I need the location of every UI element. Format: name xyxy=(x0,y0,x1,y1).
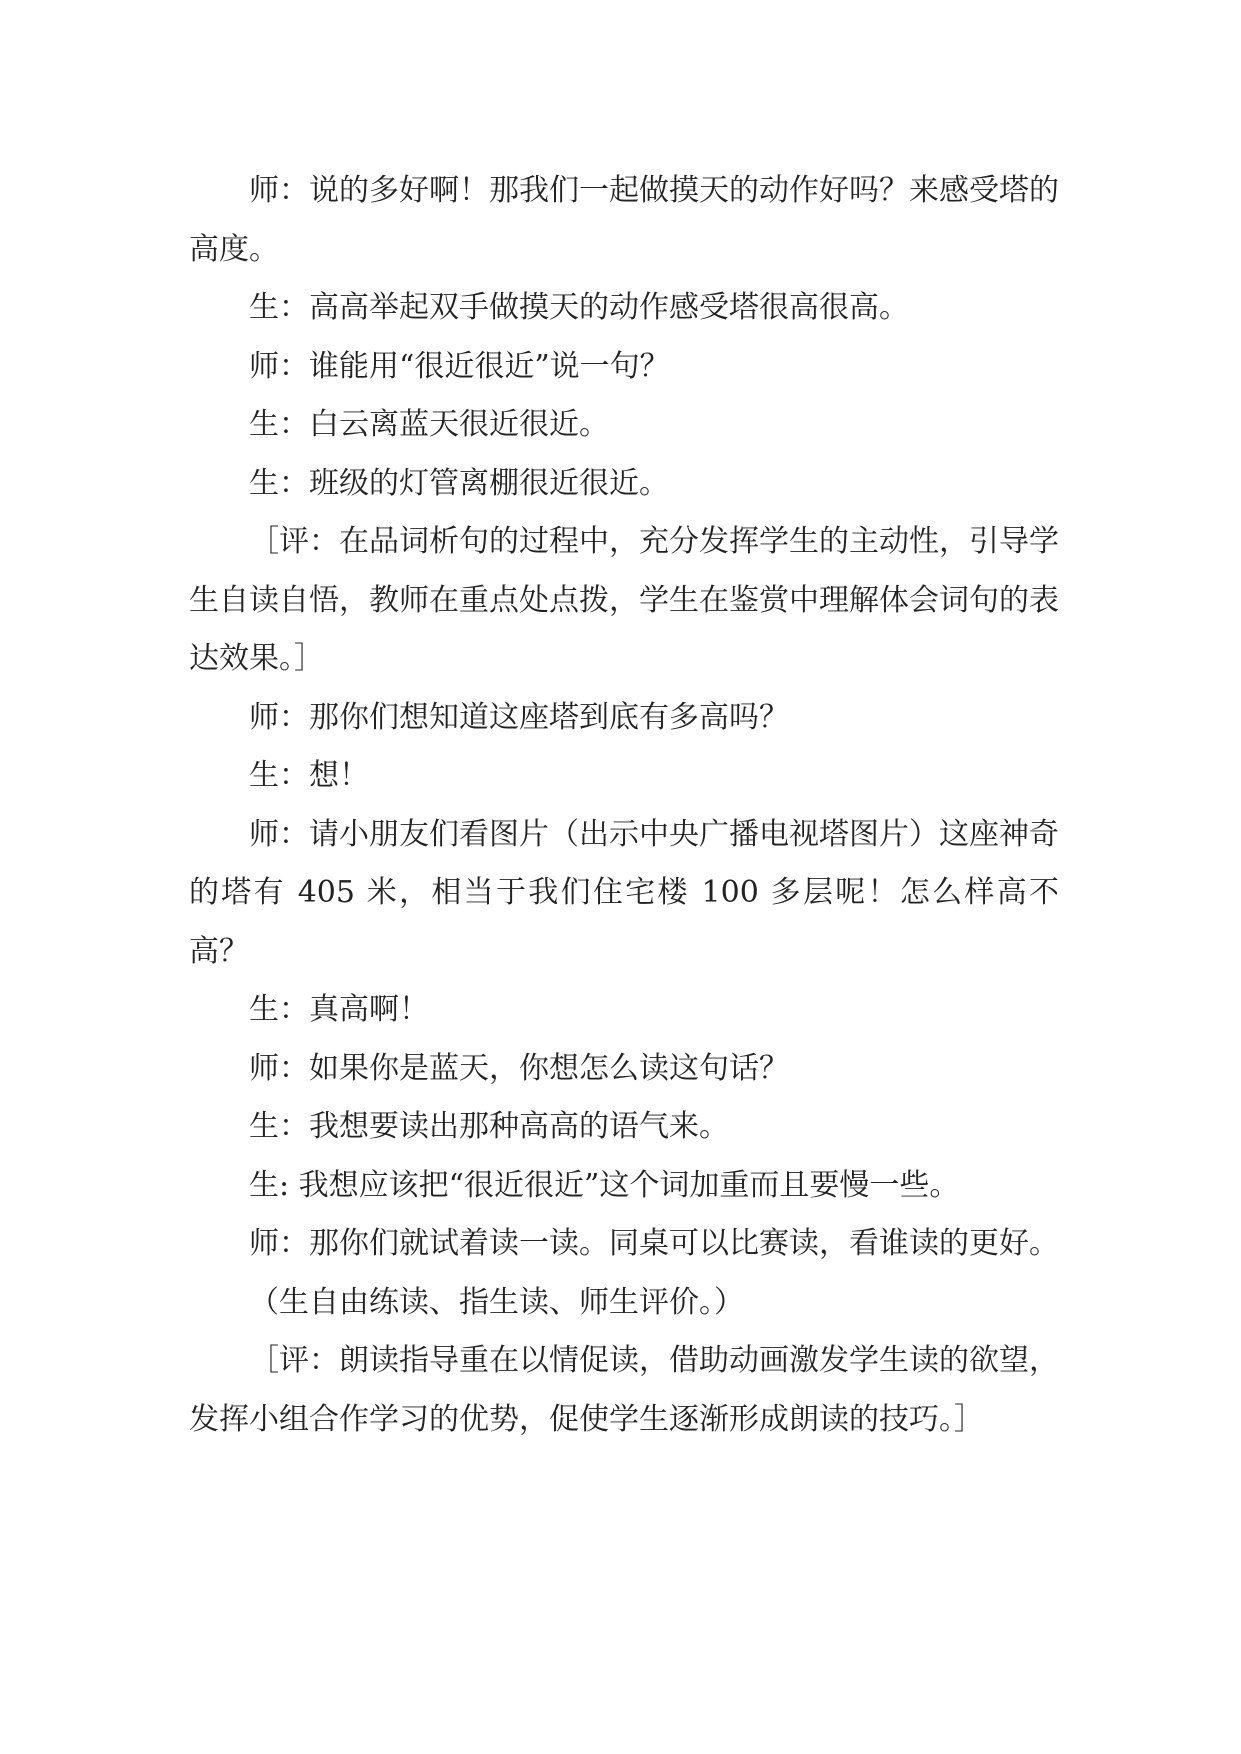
document-body xyxy=(189,162,1059,1449)
paragraph-practice-note: （生自由练读、指生读、师生评价。） xyxy=(249,1284,744,1320)
paragraph-student-clouds: 生：白云离蓝天很近很近。 xyxy=(249,407,609,442)
paragraph-student-so-tall: 生：真高啊！ xyxy=(249,992,429,1027)
paragraph-teacher-read-as-sky: 师：如果你是蓝天，你想怎么读这句话？ xyxy=(249,1050,789,1086)
paragraph-student-tone: 生：我想要读出那种高高的语气来。 xyxy=(249,1109,729,1144)
paragraph-teacher-compete: 师：那你们就试着读一读。同桌可以比赛读，看谁读的更好。 xyxy=(249,1226,1059,1261)
paragraph-comment-analysis: ［评：在品词析句的过程中，充分发挥学生的主动性，引导学生自读自悟，教师在重点处点拨，学生在鉴赏中理解体会词句的表达效果。］ xyxy=(189,524,1059,676)
paragraph-teacher-picture: 师：请小朋友们看图片（出示中央广播电视塔图片）这座神奇的塔有 405 米，相当于我们住宅楼 100 多层呢！怎么样高不高？ xyxy=(189,816,1059,969)
paragraph-student-emphasis: 生: 我想应该把“很近很近”这个词加重而且要慢一些。 xyxy=(249,1167,960,1203)
paragraph-teacher-how-tall: 师：那你们想知道这座塔到底有多高吗？ xyxy=(249,699,789,735)
paragraph-teacher-touch-sky: 师：说的多好啊！那我们一起做摸天的动作好吗？来感受塔的高度。 xyxy=(189,173,1059,267)
paragraph-student-want: 生：想！ xyxy=(249,758,369,793)
paragraph-teacher-question-close: 师：谁能用“很近很近”说一句？ xyxy=(249,348,670,384)
paragraph-student-lamp: 生：班级的灯管离棚很近很近。 xyxy=(249,465,669,501)
paragraph-student-raise-hands: 生：高高举起双手做摸天的动作感受塔很高很高。 xyxy=(249,290,909,325)
paragraph-comment-reading: ［评：朗读指导重在以情促读，借助动画激发学生读的欲望，发挥小组合作学习的优势，促使学生逐渐形成朗读的技巧。］ xyxy=(189,1343,1059,1437)
